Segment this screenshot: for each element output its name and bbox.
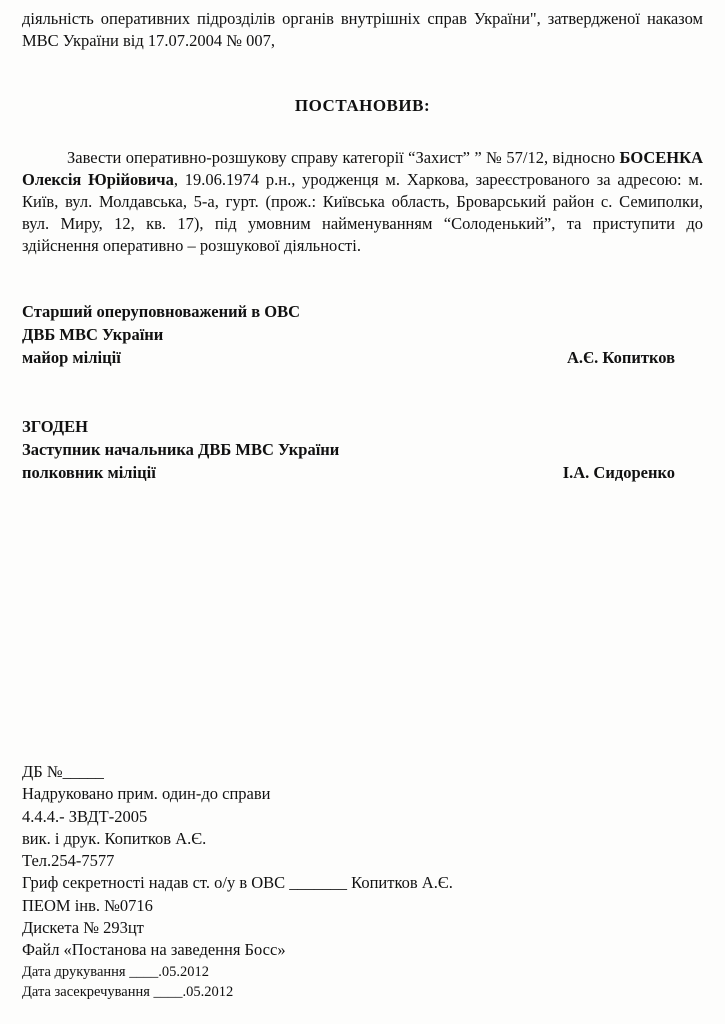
officer-signature-block	[22, 300, 703, 369]
footer-line-secrecy-grade: Гриф секретності надав ст. о/у в ОВС _______ Копитков А.Є.	[22, 873, 453, 893]
footer-line-classification-date: Дата засекречування ____.05.2012	[22, 983, 234, 1000]
footer-line-print-date: Дата друкування ____.05.2012	[22, 963, 209, 980]
footer-line-db-number: ДБ №_____	[22, 762, 104, 781]
footer-line-peom-inventory: ПЕОМ інв. №0716	[22, 895, 153, 915]
officer-rank: майор міліції	[22, 348, 121, 367]
approver-rank: полковник міліції	[22, 463, 156, 482]
approval-signature-block	[22, 415, 703, 484]
resolution-text-part2: , 19.06.1974 р.н., уродженця м. Харкова, зареєстрованого за адресою: м. Київ, вул. Молдавська, 5-а, гурт. (прож.: Київська область, Броварський район с. Семиполки, вул. Миру, 12, кв. 17), під умовним найменуванням “Солоденький”, та приступити до здійснення оперативно – розшукової діяльності.	[22, 170, 703, 255]
officer-position-line2: ДВБ МВС України	[22, 325, 164, 344]
officer-position-line1: Старший оперуповноважений в ОВС	[22, 302, 301, 321]
officer-rank-name-row	[22, 346, 703, 369]
resolution-text-part1: Завести оперативно-розшукову справу категорії “Захист” ” № 57/12, відносно	[67, 148, 620, 167]
footer-line-printed-copies: Надруковано прим. один-до справи	[22, 784, 271, 804]
subject-name: БОСЕНКА Олексія Юрійовича	[22, 148, 703, 189]
approver-rank-name-row	[22, 461, 703, 484]
footer-line-zvdt-code: 4.4.4.- ЗВДТ-2005	[22, 806, 148, 826]
intro-paragraph: діяльність оперативних підрозділів органів внутрішніх справ України", затвердженої наказом МВС України від 17.07.2004 № 007,	[22, 9, 703, 50]
footer-line-executor: вик. і друк. Копитков А.Є.	[22, 828, 207, 848]
footer-line-diskette-number: Дискета № 293цт	[22, 918, 144, 938]
resolution-heading: ПОСТАНОВИВ:	[294, 96, 431, 115]
resolution-paragraph	[22, 147, 703, 257]
agreed-label: ЗГОДЕН	[22, 417, 88, 436]
footer-line-phone: Тел.254-7577	[22, 851, 115, 871]
approver-name: І.А. Сидоренко	[562, 463, 675, 482]
approver-position: Заступник начальника ДВБ МВС України	[22, 440, 340, 459]
footer-line-file-name: Файл «Постанова на заведення Босс»	[22, 940, 286, 960]
footer-admin-block	[22, 761, 703, 1002]
officer-name: А.Є. Копитков	[566, 348, 675, 367]
